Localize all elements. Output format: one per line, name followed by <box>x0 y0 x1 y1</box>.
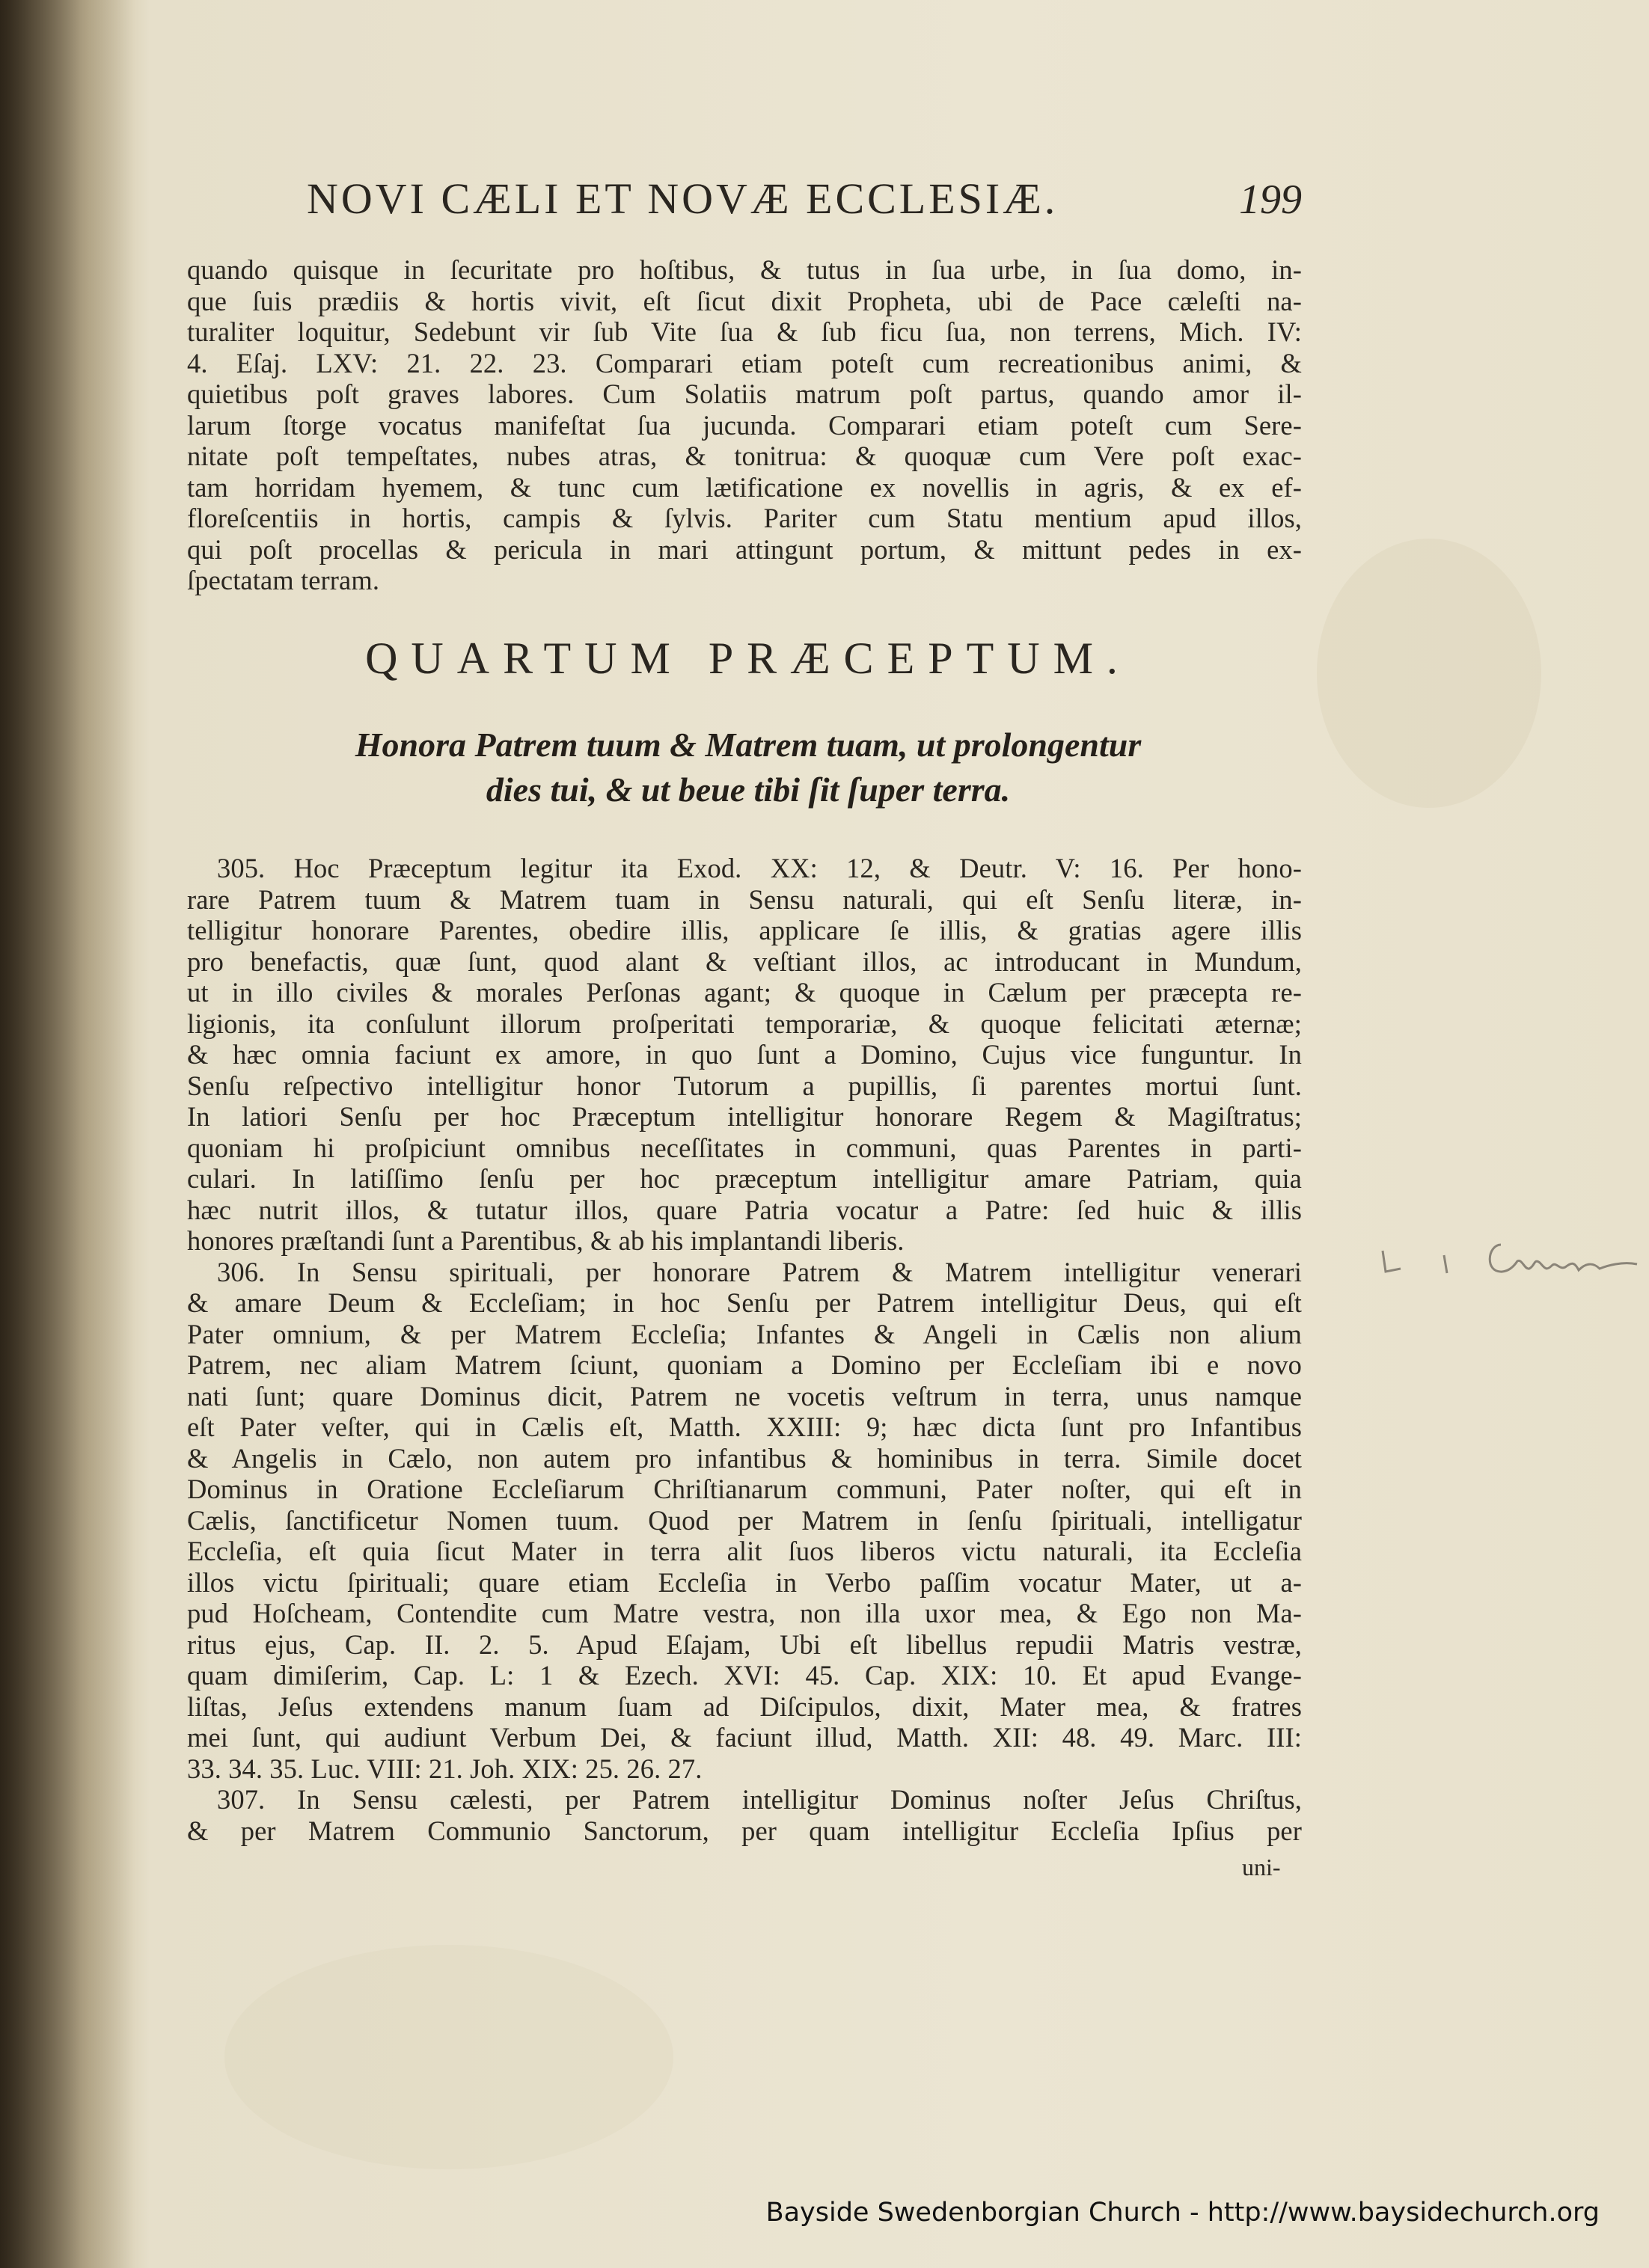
text-line: Patrem, nec aliam Matrem ſciunt, quoniam a Domino per Eccleſiam ibi e novo <box>187 1349 1302 1380</box>
page-number: 199 <box>1239 177 1302 223</box>
running-head <box>307 174 1302 224</box>
text-line: honores præſtandi ſunt a Parentibus, & ab his implantandi liberis. <box>187 1225 905 1256</box>
text-line: 33. 34. 35. Luc. VIII: 21. Joh. XIX: 25. 26. 27. <box>187 1753 703 1784</box>
commandment-line: dies tui, & ut beue tibi ſit ſuper terra. <box>486 770 1011 809</box>
text-line: & per Matrem Communio Sanctorum, per quam intelligitur Eccleſia Ipſius per <box>187 1815 1302 1846</box>
text-line: Senſu reſpectivo intelligitur honor Tutorum a pupillis, ſi parentes mortui ſunt. <box>187 1070 1302 1101</box>
text-line: mei ſunt, qui audiunt Verbum Dei, & faciunt illud, Matth. XII: 48. 49. Marc. III: <box>187 1722 1302 1753</box>
text-line: floreſcentiis in hortis, campis & ſylvis. Pariter cum Statu mentium apud illos, <box>187 503 1302 533</box>
text-line: hæc nutrit illos, & tutatur illos, quare Patria vocatur a Patre: ſed huic & illis <box>187 1194 1302 1225</box>
text-line: ut in illo civiles & morales Perſonas agant; & quoque in Cælum per præcepta re- <box>187 977 1302 1008</box>
text-line: ſpectatam terram. <box>187 565 380 595</box>
paper-stain <box>224 1945 673 2169</box>
text-line: telligitur honorare Parentes, obedire illis, applicare ſe illis, & gratias agere illis <box>187 915 1302 945</box>
text-line: tam horridam hyemem, & tunc cum lætificatione ex novellis in agris, & ex ef- <box>187 471 1302 503</box>
text-line: quietibus poſt graves labores. Cum Solatiis matrum poſt partus, quando amor il- <box>187 378 1302 409</box>
text-line: nitate poſt tempeſtates, nubes atras, & tonitrua: & quoquæ cum Vere poſt exac- <box>187 441 1302 471</box>
text-line: 4. Eſaj. LXV: 21. 22. 23. Comparari etiam poteſt cum recreationibus animi, & <box>187 347 1302 378</box>
text-line: & amare Deum & Eccleſiam; in hoc Senſu per Patrem intelligitur Deus, qui eſt <box>187 1287 1302 1318</box>
text-line: & Angelis in Cælo, non autem pro infantibus & hominibus in terra. Simile docet <box>187 1442 1302 1474</box>
text-line: qui poſt procellas & pericula in mari attingunt portum, & mittunt pedes in ex- <box>187 533 1302 565</box>
text-line: ligionis, ita conſulunt illorum proſperitati temporariæ, & quoque felicitati æternæ; <box>187 1008 1302 1039</box>
continued-paragraph <box>187 254 1302 596</box>
text-line: Eccleſia, eſt quia ſicut Mater in terra alit ſuos liberos victu naturali, ita Eccleſia <box>187 1536 1302 1566</box>
text-line: nati ſunt; quare Dominus dicit, Patrem ne vocetis veſtrum in terra, unus namque <box>187 1380 1302 1412</box>
text-line: eſt Pater veſter, qui in Cælis eſt, Matth. XXIII: 9; hæc dicta ſunt pro Infantibus <box>187 1412 1302 1442</box>
text-line: In latiori Senſu per hoc Præceptum intelligitur honorare Regem & Magiſtratus; <box>187 1101 1302 1132</box>
text-line: & hæc omnia faciunt ex amore, in quo ſunt a Domino, Cujus vice funguntur. In <box>187 1039 1302 1070</box>
text-line: quam dimiſerim, Cap. L: 1 & Ezech. XVI: 45. Cap. XIX: 10. Et apud Evange- <box>187 1660 1302 1691</box>
text-line: larum ſtorge vocatus manifeſtat ſua jucunda. Comparari etiam poteſt cum Sere- <box>187 409 1302 441</box>
website-watermark: Bayside Swedenborgian Church - http://www.baysidechurch.org <box>765 2198 1600 2228</box>
text-line: liſtas, Jeſus extendens manum ſuam ad Diſcipulos, dixit, Mater mea, & fratres <box>187 1691 1302 1722</box>
text-line: ritus ejus, Cap. II. 2. 5. Apud Eſajam, Ubi eſt libellus repudii Matris vestræ, <box>187 1628 1302 1660</box>
text-line: Cælis, ſanctificetur Nomen tuum. Quod per Matrem in ſenſu ſpirituali, intelligatur <box>187 1504 1302 1536</box>
paragraph-305 <box>187 853 1302 1846</box>
section-title: QUARTUM PRÆCEPTUM. <box>365 634 1131 683</box>
paper-stain <box>1317 539 1541 808</box>
text-line: 306. In Sensu spirituali, per honorare Patrem & Matrem intelligitur venerari <box>217 1256 1302 1287</box>
text-line: culari. In latiſſimo ſenſu per hoc præceptum intelligitur amare Patriam, quia <box>187 1163 1302 1194</box>
catchword: uni- <box>1242 1854 1281 1881</box>
text-line: 305. Hoc Præceptum legitur ita Exod. XX: 12, & Deutr. V: 16. Per hono- <box>217 853 1302 883</box>
commandment-line: Honora Patrem tuum & Matrem tuam, ut prolongentur <box>355 726 1142 764</box>
text-line: pro benefactis, quæ ſunt, quod alant & veſtiant illos, ac introducant in Mundum, <box>187 945 1302 977</box>
text-line: rare Patrem tuum & Matrem tuam in Sensu naturali, qui eſt Senſu literæ, in- <box>187 883 1302 915</box>
running-head-title: NOVI CÆLI ET NOVÆ ECCLESIÆ. <box>307 174 1059 223</box>
text-line: que ſuis prædiis & hortis vivit, eſt ſicut dixit Propheta, ubi de Pace cæleſti na- <box>187 285 1302 316</box>
commandment-text <box>239 723 1257 812</box>
text-line: Pater omnium, & per Matrem Eccleſia; Infantes & Angeli in Cælis non alium <box>187 1318 1302 1349</box>
text-line: Dominus in Oratione Eccleſiarum Chriſtianarum communi, Pater noſter, qui eſt in <box>187 1474 1302 1504</box>
text-line: illos victu ſpirituali; quare etiam Eccleſia in Verbo paſſim vocatur Mater, ut a- <box>187 1566 1302 1598</box>
text-line: pud Hoſcheam, Contendite cum Matre vestra, non illa uxor mea, & Ego non Ma- <box>187 1598 1302 1628</box>
text-line: turaliter loquitur, Sedebunt vir ſub Vite ſua & ſub ficu ſua, non terrens, Mich. IV: <box>187 316 1302 347</box>
text-line: 307. In Sensu cælesti, per Patrem intelligitur Dominus noſter Jeſus Chriſtus, <box>217 1784 1302 1815</box>
pencil-margin-note <box>1375 1228 1645 1288</box>
text-line: quando quisque in ſecuritate pro hoſtibus, & tutus in ſua urbe, in ſua domo, in- <box>187 254 1302 285</box>
text-line: quoniam hi proſpiciunt omnibus neceſſitates in communi, quas Parentes in parti- <box>187 1132 1302 1163</box>
binding-gutter-shadow <box>0 0 135 2268</box>
